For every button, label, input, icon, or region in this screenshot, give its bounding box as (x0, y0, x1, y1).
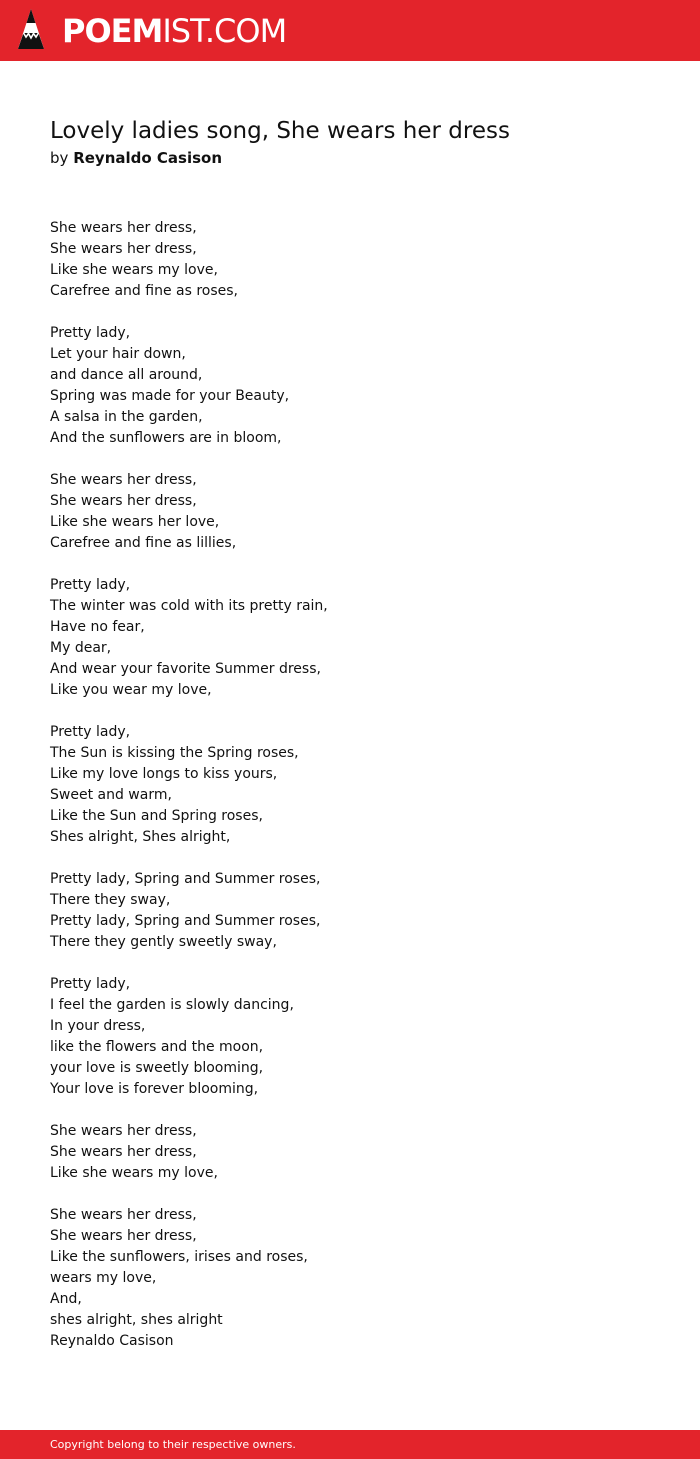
site-footer (0, 1430, 700, 1459)
poem-line: Like the Sun and Spring roses, (50, 808, 263, 824)
poem-line: Like she wears her love, (50, 514, 220, 530)
poem-line: She wears her dress, (50, 220, 197, 236)
poem-author[interactable]: Reynaldo Casison (73, 149, 223, 167)
poem-line: She wears her dress, (50, 1207, 197, 1223)
poem-line: Your love is forever blooming, (50, 1081, 259, 1097)
poem-line: In your dress, (50, 1018, 146, 1034)
poem-line: Pretty lady, (50, 325, 131, 341)
poem-line: Like the sunflowers, irises and roses, (50, 1249, 308, 1265)
poem-line: My dear, (50, 640, 112, 656)
poem-byline (50, 148, 222, 169)
poem-line: The winter was cold with its pretty rain, (50, 598, 328, 614)
poem-line: and dance all around, (50, 367, 203, 383)
poem-line: She wears her dress, (50, 241, 197, 257)
poem-line: Pretty lady, Spring and Summer roses, (50, 913, 321, 929)
by-label: by (50, 149, 69, 167)
poem-stanza (50, 974, 650, 1100)
logo-text-light: IST.COM (162, 12, 287, 50)
poem-line: Like she wears my love, (50, 262, 218, 278)
poem-stanza (50, 722, 650, 848)
poem-line: And wear your favorite Summer dress, (50, 661, 321, 677)
poem-stanza (50, 323, 650, 449)
pencil-tip-icon[interactable] (17, 9, 45, 51)
poem-stanza (50, 1205, 650, 1352)
poem-line: Have no fear, (50, 619, 145, 635)
poem-line: Like my love longs to kiss yours, (50, 766, 278, 782)
poem-line: Like you wear my love, (50, 682, 212, 698)
poem-line: She wears her dress, (50, 1123, 197, 1139)
logo-text-bold: POEM (62, 12, 163, 50)
poem-line: Pretty lady, Spring and Summer roses, (50, 871, 321, 887)
poem-line: Carefree and fine as roses, (50, 283, 239, 299)
poem-line: your love is sweetly blooming, (50, 1060, 264, 1076)
poem-line: Let your hair down, (50, 346, 186, 362)
poem-line: She wears her dress, (50, 493, 197, 509)
poem-line: shes alright, shes alright (50, 1312, 223, 1328)
poem-stanza (50, 470, 650, 554)
poem-line: wears my love, (50, 1270, 157, 1286)
poem-line: The Sun is kissing the Spring roses, (50, 745, 299, 761)
poem-line: She wears her dress, (50, 1228, 197, 1244)
poem-line: Pretty lady, (50, 577, 131, 593)
poem-line: Reynaldo Casison (50, 1333, 174, 1349)
poem-line: And, (50, 1291, 82, 1307)
poem-line: I feel the garden is slowly dancing, (50, 997, 294, 1013)
poem-line: There they sway, (50, 892, 171, 908)
site-header (0, 0, 700, 61)
poem-line: She wears her dress, (50, 1144, 197, 1160)
poem-body (50, 218, 650, 1373)
poem-line: And the sunflowers are in bloom, (50, 430, 282, 446)
poem-stanza (50, 218, 650, 302)
poem-stanza (50, 869, 650, 953)
footer-copyright: Copyright belong to their respective owners. (50, 1438, 296, 1451)
poem-line: like the flowers and the moon, (50, 1039, 264, 1055)
poem-line: There they gently sweetly sway, (50, 934, 277, 950)
poem-line: Carefree and fine as lillies, (50, 535, 237, 551)
poem-line: Like she wears my love, (50, 1165, 218, 1181)
poem-line: Spring was made for your Beauty, (50, 388, 290, 404)
poem-stanza (50, 1121, 650, 1184)
site-logo[interactable] (62, 11, 286, 51)
poem-line: Sweet and warm, (50, 787, 172, 803)
poem-stanza (50, 575, 650, 701)
poem-line: A salsa in the garden, (50, 409, 203, 425)
poem-line: Pretty lady, (50, 976, 131, 992)
poem-line: Shes alright, Shes alright, (50, 829, 231, 845)
poem-title: Lovely ladies song, She wears her dress (50, 118, 510, 144)
poem-line: She wears her dress, (50, 472, 197, 488)
poem-line: Pretty lady, (50, 724, 131, 740)
